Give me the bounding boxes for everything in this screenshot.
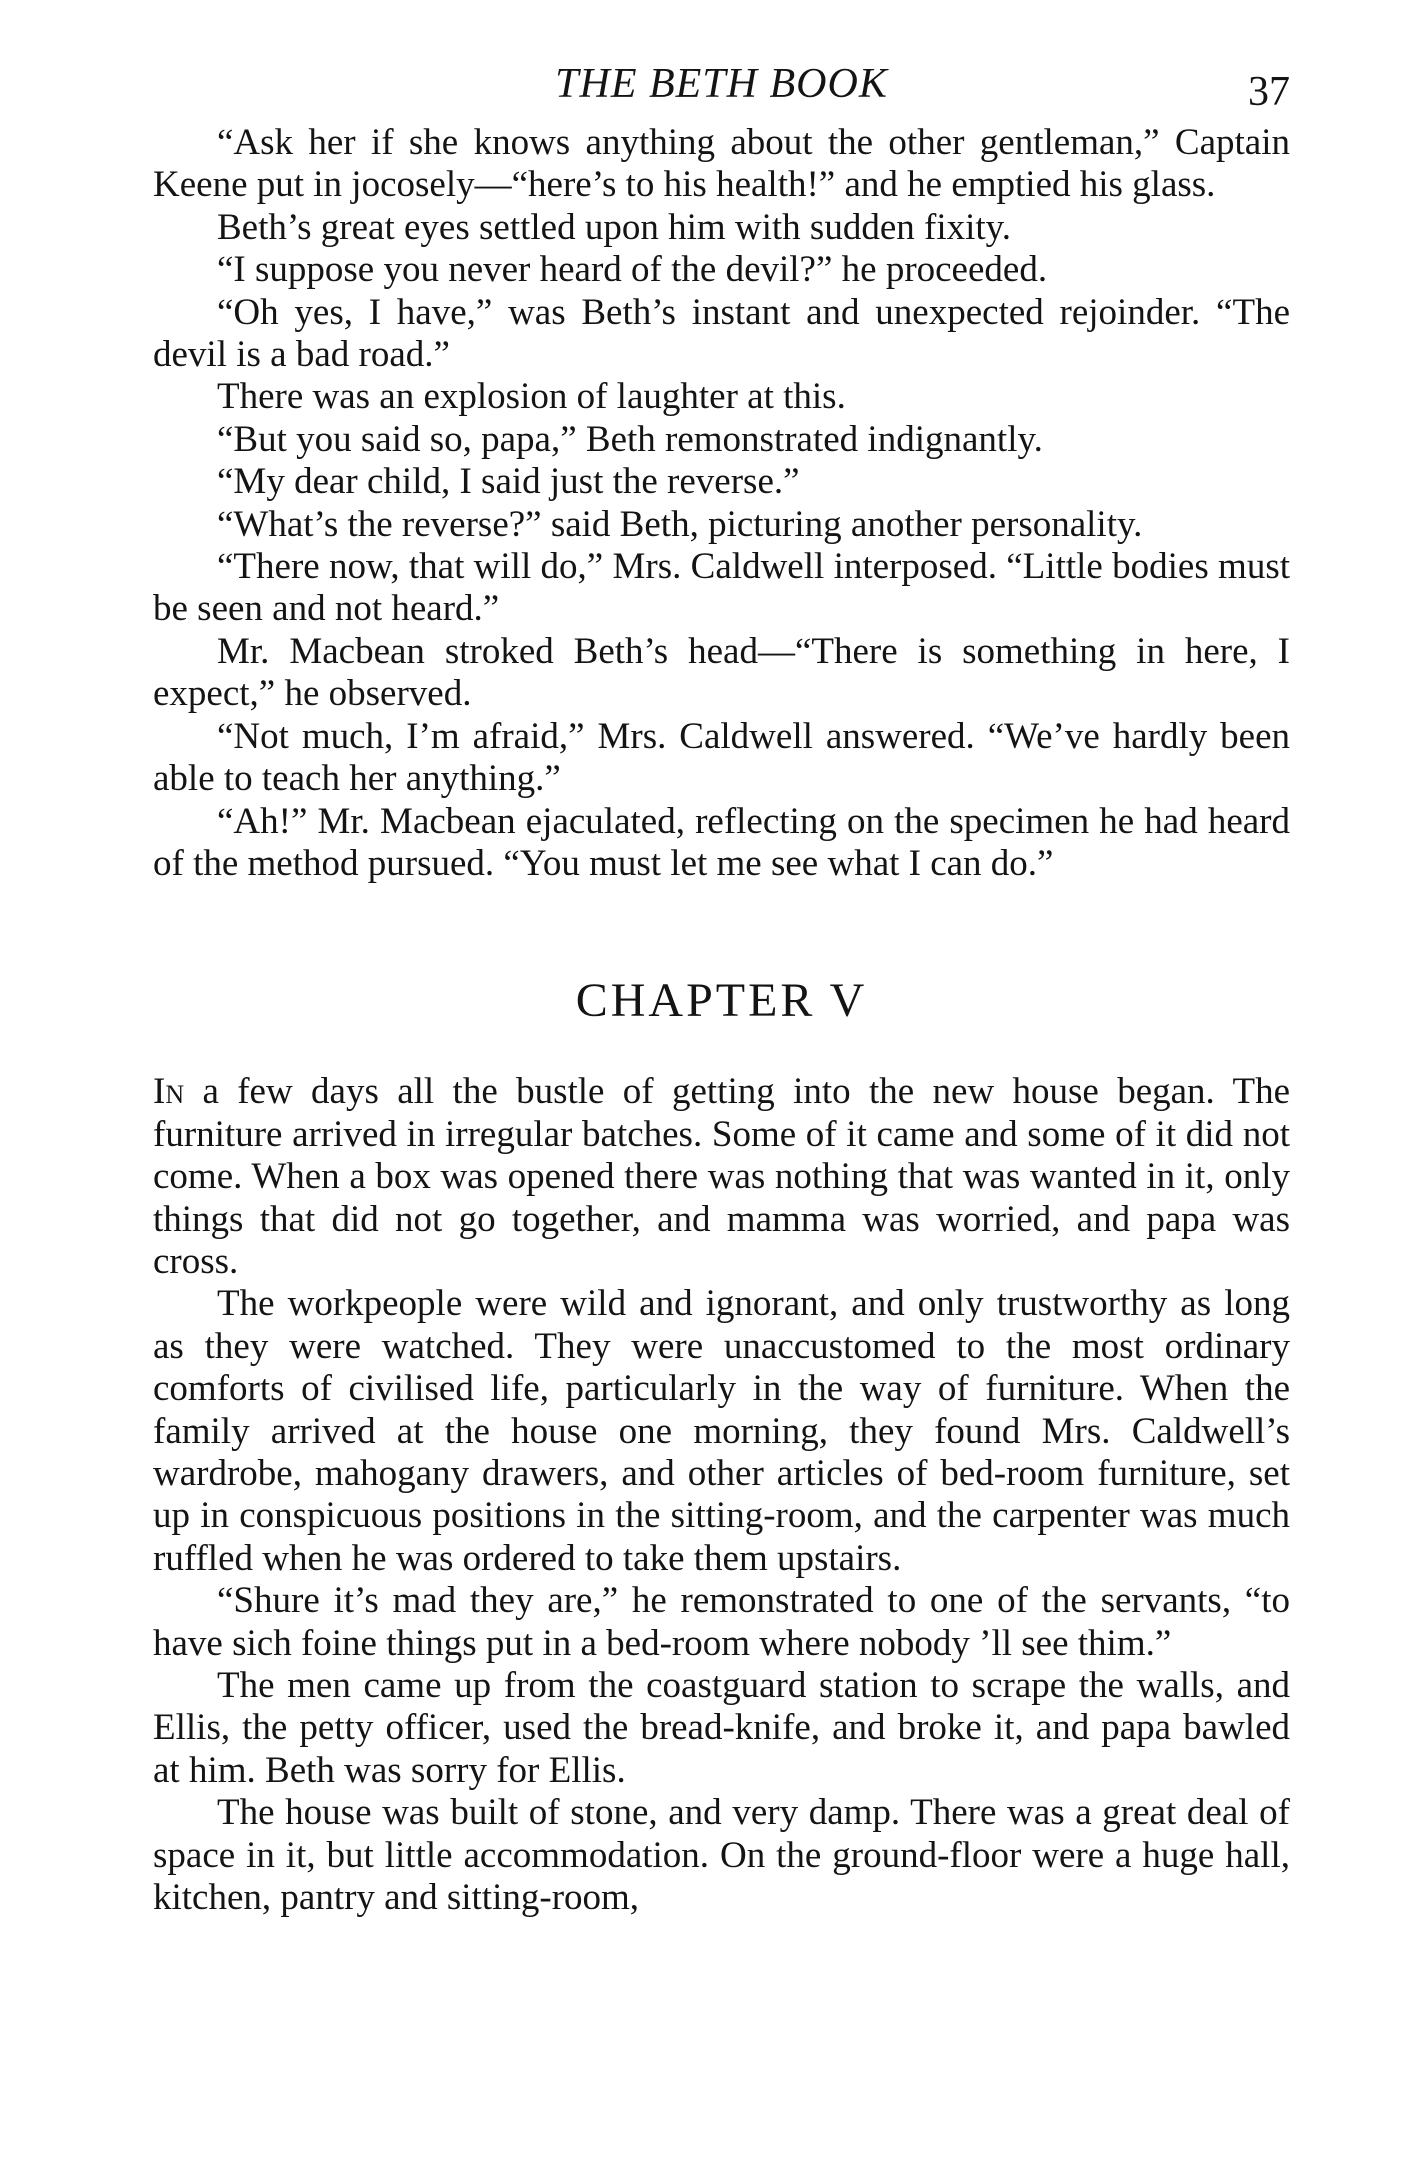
paragraph: “My dear child, I said just the reverse.” [217, 461, 800, 503]
book-page [153, 52, 1290, 1919]
running-head [153, 52, 1290, 122]
chapter-opening-words: In [153, 1071, 185, 1113]
paragraph: “I suppose you never heard of the devil?” he proceeded. [217, 249, 1048, 291]
paragraph: Mr. Macbean stroked Beth’s head—“There is something in here, I expect,” he observed. [153, 630, 1290, 715]
page-number: 37 [1248, 69, 1290, 115]
chapter-heading: CHAPTER V [575, 974, 868, 1028]
chapter-opening-text: a few days all the bustle of getting into the new house began. The furniture arrived in irregular batches. Some of it came and some of it did not come. When a box was opened there was nothing that was wanted in it, only things that did not go together, and mamma was worried, and papa was cross. [153, 1071, 1290, 1282]
paragraph: “Not much, I’m afraid,” Mrs. Caldwell answered. “We’ve hardly been able to teach her anything.” [153, 715, 1290, 800]
paragraph: There was an explosion of laughter at this. [217, 376, 846, 418]
paragraph: Beth’s great eyes settled upon him with sudden fixity. [217, 206, 1012, 248]
chapter-opening-paragraph [153, 1071, 1290, 1283]
paragraph: “Oh yes, I have,” was Beth’s instant and unexpected rejoinder. “The devil is a bad road.” [153, 291, 1290, 376]
chapter-body [153, 1071, 1290, 1919]
paragraph: “But you said so, papa,” Beth remonstrated indignantly. [217, 418, 1043, 460]
paragraph: “Ask her if she knows anything about the other gentleman,” Captain Keene put in jocosely—“here’s to his health!” and he emptied his glass. [153, 122, 1290, 206]
paragraph: “Shure it’s mad they are,” he remonstrated to one of the servants, “to have sich foine things put in a bed-room where nobody ’ll see thim.” [153, 1580, 1290, 1664]
paragraph: The men came up from the coastguard station to scrape the walls, and Ellis, the petty officer, used the bread-knife, and broke it, and papa bawled at him. Beth was sorry for Ellis. [153, 1665, 1290, 1791]
paragraph: The house was built of stone, and very damp. There was a great deal of space in it, but little accommodation. On the ground-floor were a huge hall, kitchen, pantry and sitting-room, [153, 1792, 1290, 1919]
dialogue-section [153, 122, 1290, 885]
paragraph: “What’s the reverse?” said Beth, picturing another personality. [217, 503, 1143, 545]
paragraph: “Ah!” Mr. Macbean ejaculated, reflecting on the specimen he had heard of the method pursued. “You must let me see what I can do.” [153, 800, 1290, 884]
paragraph: “There now, that will do,” Mrs. Caldwell interposed. “Little bodies must be seen and not heard.” [153, 546, 1290, 630]
running-title: THE BETH BOOK [555, 61, 888, 107]
paragraph: The workpeople were wild and ignorant, and only trustworthy as long as they were watched. They were unaccustomed to the most ordinary comforts of civilised life, particularly in the way of furniture. When the family arrived at the house one morning, they found Mrs. Caldwell’s wardrobe, mahogany drawers, and other articles of bed-room furniture, set up in conspicuous positions in the sitting-room, and the carpenter was much ruffled when he was ordered to take them upstairs. [153, 1283, 1290, 1579]
